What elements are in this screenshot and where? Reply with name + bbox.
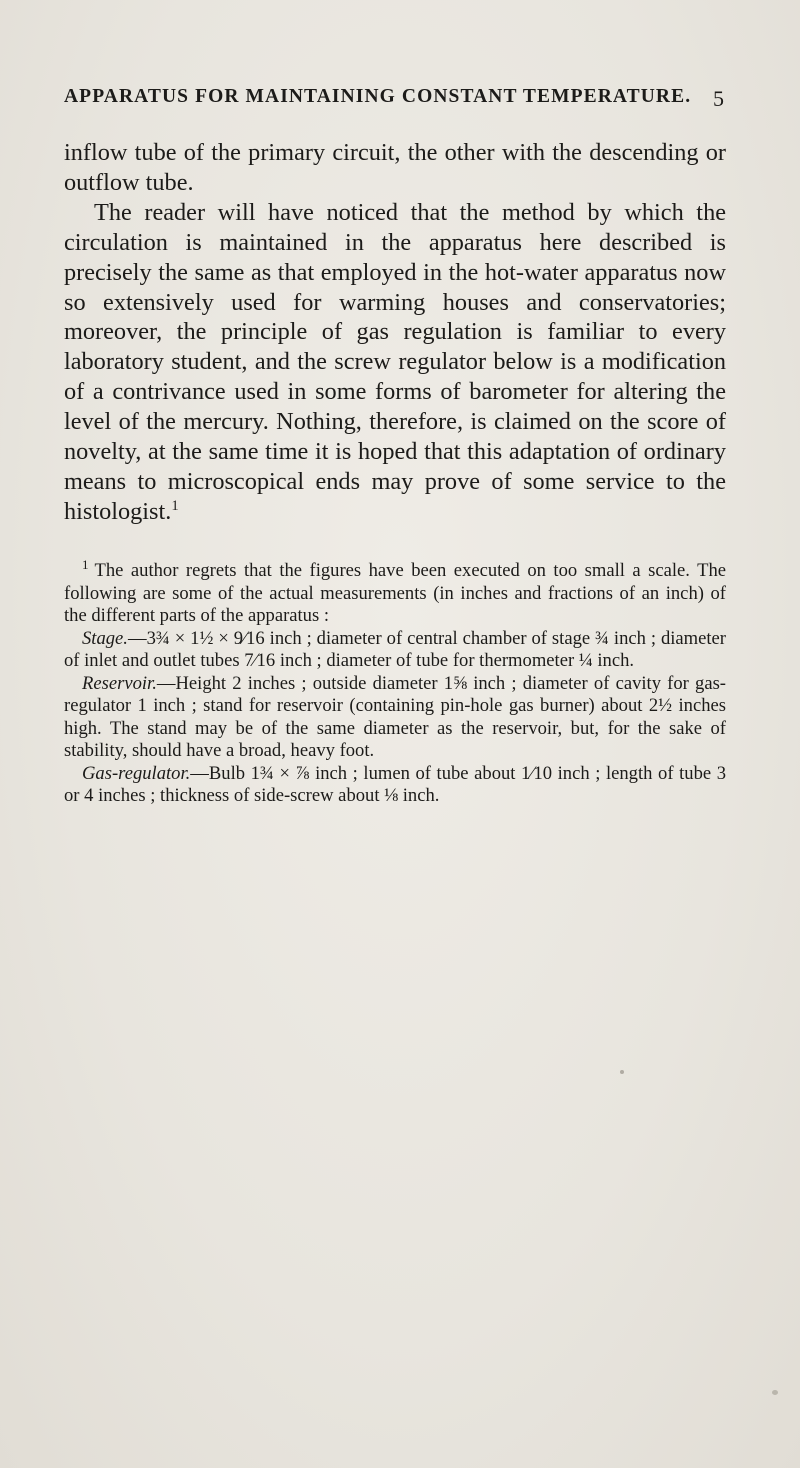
paper-speck: [620, 1070, 624, 1074]
gas-regulator-text: —Bulb 1¾ × ⅞ inch ; lumen of tube about 1⁄10 inch ; length of tube 3 or 4 inches ; thickness of side-screw about ⅛ inch.: [64, 762, 726, 806]
paragraph-1-text: inflow tube of the primary circuit, the other with the descending or outflow tube.: [64, 139, 726, 196]
footnote-stage: [64, 628, 726, 673]
page-number: 5: [713, 86, 724, 111]
gas-regulator-label: Gas-regulator.: [82, 762, 191, 784]
page-header: [64, 86, 724, 111]
paragraph-2-text: The reader will have noticed that the method by which the circulation is maintained in the apparatus here described is precisely the same as that employed in the hot-water apparatus now so extensively used for warming houses and conservatories; moreover, the principle of gas regulation is familiar to every laboratory student, and the screw regulator below is a modification of a contrivance used in some forms of barometer for altering the level of the mercury. Nothing, therefore, is claimed on the score of novelty, at the same time it is hoped that this adaptation of ordinary means to microscopical ends may prove of some service to the histologist.: [64, 198, 726, 525]
footnote-reservoir: [64, 673, 726, 763]
running-head: APPARATUS FOR MAINTAINING CONSTANT TEMPERATURE.: [64, 86, 692, 107]
footnote-intro-text: The author regrets that the figures have been executed on too small a scale. The following are some of the actual measurements (in inches and fractions of an inch) of the different parts of the apparatus :: [64, 560, 726, 626]
footnote-intro: [64, 556, 726, 628]
stage-label: Stage.: [82, 627, 128, 649]
footnote-reference: 1: [171, 497, 179, 514]
reservoir-text: —Height 2 inches ; outside diameter 1⅝ inch ; diameter of cavity for gas-regulator 1 inch ; stand for reservoir (containing pin-hole gas burner) about 2½ inches high. The stand may be of the same diameter as the reservoir, but, for the sake of stability, should have a broad, heavy foot.: [64, 672, 726, 761]
reservoir-label: Reservoir.: [82, 672, 157, 694]
stage-text: —3¾ × 1½ × 9⁄16 inch ; diameter of central chamber of stage ¾ inch ; diameter of inlet and outlet tubes 7⁄16 inch ; diameter of tube for thermometer ¼ inch.: [64, 627, 726, 671]
footnote-gas-regulator: [64, 763, 726, 808]
main-text: [64, 138, 726, 527]
footnotes: [64, 556, 726, 808]
paragraph-2: [64, 198, 726, 527]
footnote-marker: 1: [82, 556, 89, 572]
paragraph-1: [64, 138, 726, 198]
paper-speck: [772, 1390, 778, 1395]
